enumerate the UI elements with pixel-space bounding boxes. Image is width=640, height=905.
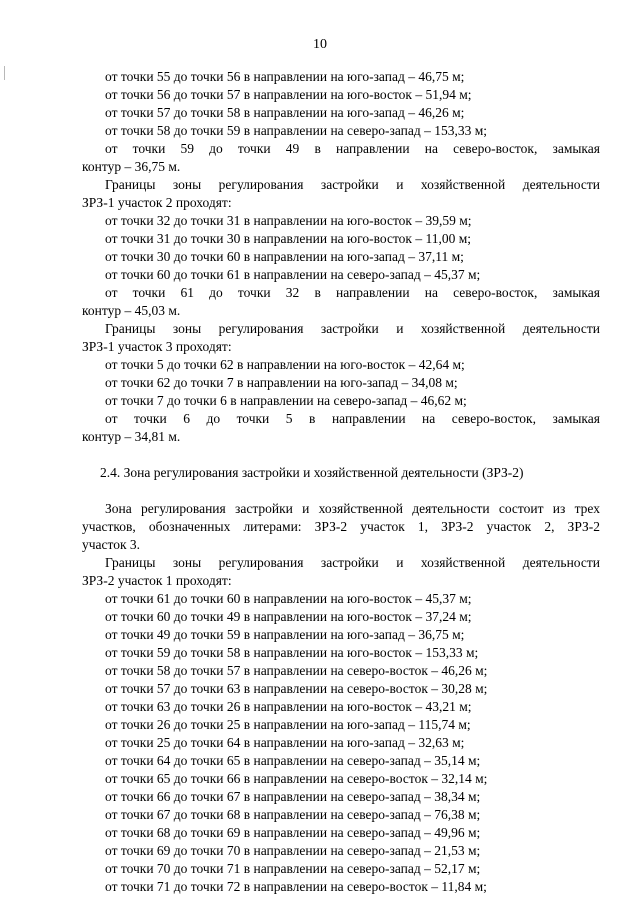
section-heading: 2.4. Зона регулирования застройки и хозяйственной деятельности (ЗРЗ-2) [100,465,524,480]
boundary-line: от точки 60 до точки 61 в направлении на северо-запад – 45,37 м; [105,267,481,282]
boundary-line: от точки 7 до точки 6 в направлении на северо-запад – 46,62 м; [105,393,467,408]
boundary-line: от точки 64 до точки 65 в направлении на северо-запад – 35,14 м; [105,753,481,768]
closing-line-end: контур – 34,81 м. [82,429,181,444]
boundary-line: от точки 63 до точки 26 в направлении на юго-восток – 43,21 м; [105,699,472,714]
boundary-line: от точки 69 до точки 70 в направлении на северо-запад – 21,53 м; [105,843,481,858]
zone-description-cont: участков, обозначенных литерами: ЗРЗ-2 участок 1, ЗРЗ-2 участок 2, ЗРЗ-2 [82,519,600,534]
boundary-line: от точки 5 до точки 62 в направлении на юго-восток – 42,64 м; [105,357,465,372]
document-body [82,68,600,896]
boundary-line: от точки 60 до точки 49 в направлении на юго-восток – 37,24 м; [105,609,472,624]
boundary-line: от точки 61 до точки 60 в направлении на юго-восток – 45,37 м; [105,591,472,606]
zone-boundaries-intro: Границы зоны регулирования застройки и хозяйственной деятельности [105,321,600,336]
closing-line-end: контур – 45,03 м. [82,303,181,318]
boundary-line: от точки 68 до точки 69 в направлении на северо-запад – 49,96 м; [105,825,481,840]
boundary-line: от точки 67 до точки 68 в направлении на северо-запад – 76,38 м; [105,807,481,822]
closing-line-end: контур – 36,75 м. [82,159,181,174]
boundary-line: от точки 59 до точки 58 в направлении на юго-восток – 153,33 м; [105,645,479,660]
boundary-line: от точки 57 до точки 63 в направлении на северо-восток – 30,28 м; [105,681,488,696]
zone-description-end: участок 3. [82,537,141,552]
boundary-list-d [82,590,600,896]
boundary-line: от точки 30 до точки 60 в направлении на юго-запад – 37,11 м; [105,249,464,264]
boundary-line: от точки 31 до точки 30 в направлении на юго-восток – 11,00 м; [105,231,472,246]
zone-boundaries-intro: Границы зоны регулирования застройки и хозяйственной деятельности [105,555,600,570]
boundary-line: от точки 57 до точки 58 в направлении на юго-запад – 46,26 м; [105,105,465,120]
closing-line: от точки 59 до точки 49 в направлении на северо-восток, замыкая [105,141,600,156]
boundary-line: от точки 55 до точки 56 в направлении на юго-запад – 46,75 м; [105,69,465,84]
boundary-line: от точки 58 до точки 57 в направлении на северо-восток – 46,26 м; [105,663,488,678]
boundary-list-c [82,356,600,410]
boundary-line: от точки 26 до точки 25 в направлении на юго-запад – 115,74 м; [105,717,471,732]
boundary-line: от точки 66 до точки 67 в направлении на северо-запад – 38,34 м; [105,789,481,804]
zone-boundaries-intro: Границы зоны регулирования застройки и хозяйственной деятельности [105,177,600,192]
boundary-list-a [82,68,600,140]
boundary-line: от точки 58 до точки 59 в направлении на северо-запад – 153,33 м; [105,123,488,138]
boundary-list-b [82,212,600,284]
boundary-line: от точки 65 до точки 66 в направлении на северо-восток – 32,14 м; [105,771,488,786]
zone-boundaries-intro-end: ЗРЗ-1 участок 2 проходят: [82,195,232,210]
boundary-line: от точки 49 до точки 59 в направлении на юго-запад – 36,75 м; [105,627,465,642]
boundary-line: от точки 25 до точки 64 в направлении на юго-запад – 32,63 м; [105,735,465,750]
page-number: 10 [313,37,327,52]
zone-boundaries-intro-end: ЗРЗ-1 участок 3 проходят: [82,339,232,354]
closing-line: от точки 61 до точки 32 в направлении на северо-восток, замыкая [105,285,600,300]
scan-margin-mark [4,66,5,80]
boundary-line: от точки 70 до точки 71 в направлении на северо-запад – 52,17 м; [105,861,481,876]
boundary-line: от точки 71 до точки 72 в направлении на северо-восток – 11,84 м; [105,879,487,894]
closing-line: от точки 6 до точки 5 в направлении на северо-восток, замыкая [105,411,600,426]
zone-description: Зона регулирования застройки и хозяйственной деятельности состоит из трех [105,501,600,516]
boundary-line: от точки 56 до точки 57 в направлении на юго-восток – 51,94 м; [105,87,472,102]
boundary-line: от точки 32 до точки 31 в направлении на юго-восток – 39,59 м; [105,213,472,228]
zone-boundaries-intro-end: ЗРЗ-2 участок 1 проходят: [82,573,232,588]
boundary-line: от точки 62 до точки 7 в направлении на юго-запад – 34,08 м; [105,375,458,390]
